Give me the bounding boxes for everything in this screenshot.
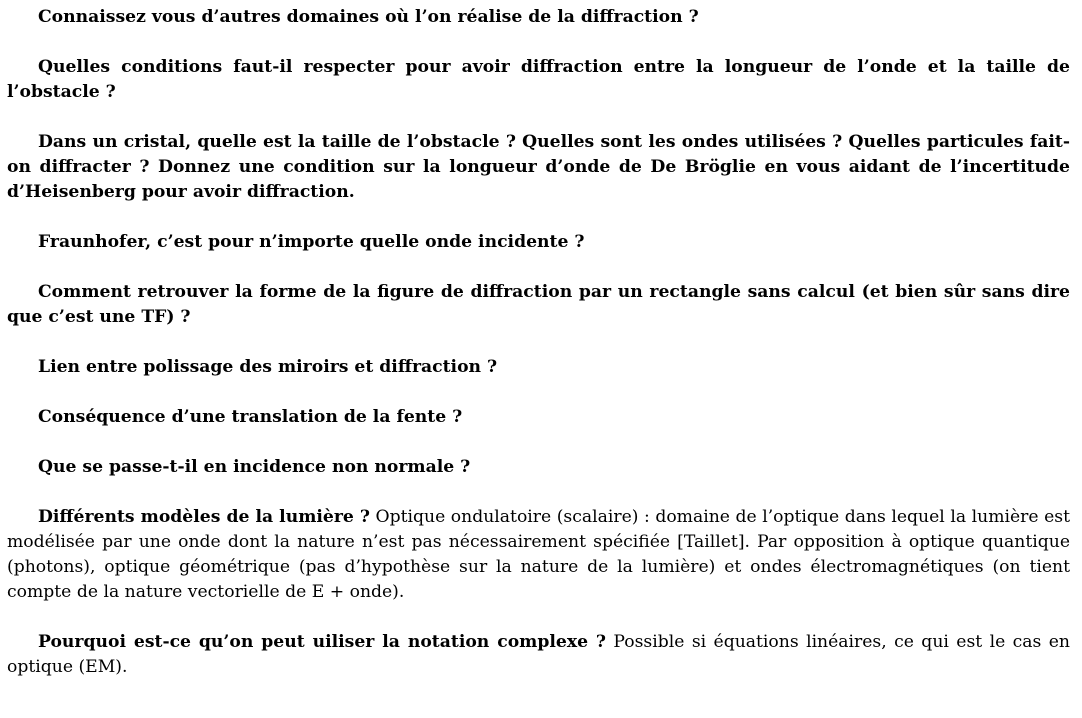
question-text: Dans un cristal, quelle est la taille de l’obstacle ? Quelles sont les ondes utilisées ? Quelles particules fait-on diffracter ? Donnez une condition sur la longueur d’onde de De Bröglie en vous aidant de l’incertitude d’Heisenberg pour avoir diffraction. bbox=[7, 132, 1070, 202]
question-text: Conséquence d’une translation de la fente ? bbox=[38, 407, 463, 427]
paragraph-crystal-diffraction bbox=[7, 130, 1070, 205]
question-text: Connaissez vous d’autres domaines où l’on réalise de la diffraction ? bbox=[38, 7, 699, 27]
paragraph-mirror-polishing bbox=[7, 355, 1070, 380]
question-text: Fraunhofer, c’est pour n’importe quelle onde incidente ? bbox=[38, 232, 585, 252]
paragraph-diffraction-domains bbox=[7, 5, 1070, 30]
paragraph-oblique-incidence bbox=[7, 455, 1070, 480]
paragraph-complex-notation bbox=[7, 630, 1070, 680]
paragraph-slit-translation bbox=[7, 405, 1070, 430]
question-text: Que se passe-t-il en incidence non normale ? bbox=[38, 457, 471, 477]
paragraph-fraunhofer bbox=[7, 230, 1070, 255]
paragraph-diffraction-conditions bbox=[7, 55, 1070, 105]
paragraph-light-models bbox=[7, 505, 1070, 605]
question-text: Lien entre polissage des miroirs et diffraction ? bbox=[38, 357, 498, 377]
question-text: Quelles conditions faut-il respecter pour avoir diffraction entre la longueur de l’onde et la taille de l’obstacle ? bbox=[7, 57, 1070, 102]
answer-text: Possible si équations linéaires, ce qui est le cas en optique (EM). bbox=[7, 632, 1070, 677]
answer-text: Optique ondulatoire (scalaire) : domaine de l’optique dans lequel la lumière est modélisée par une onde dont la nature n’est pas nécessairement spécifiée [Taillet]. Par opposition à optique quantique (photons), optique géométrique (pas d’hypothèse sur la nature de la lumière) et ondes électromagnétiques (on tient compte de la nature vectorielle de E + onde). bbox=[7, 507, 1070, 602]
question-text: Différents modèles de la lumière ? bbox=[38, 507, 370, 527]
paragraph-rectangle-figure bbox=[7, 280, 1070, 330]
question-text: Pourquoi est-ce qu’on peut uiliser la notation complexe ? bbox=[38, 632, 606, 652]
question-text: Comment retrouver la forme de la figure de diffraction par un rectangle sans calcul (et bien sûr sans dire que c’est une TF) ? bbox=[7, 282, 1070, 327]
